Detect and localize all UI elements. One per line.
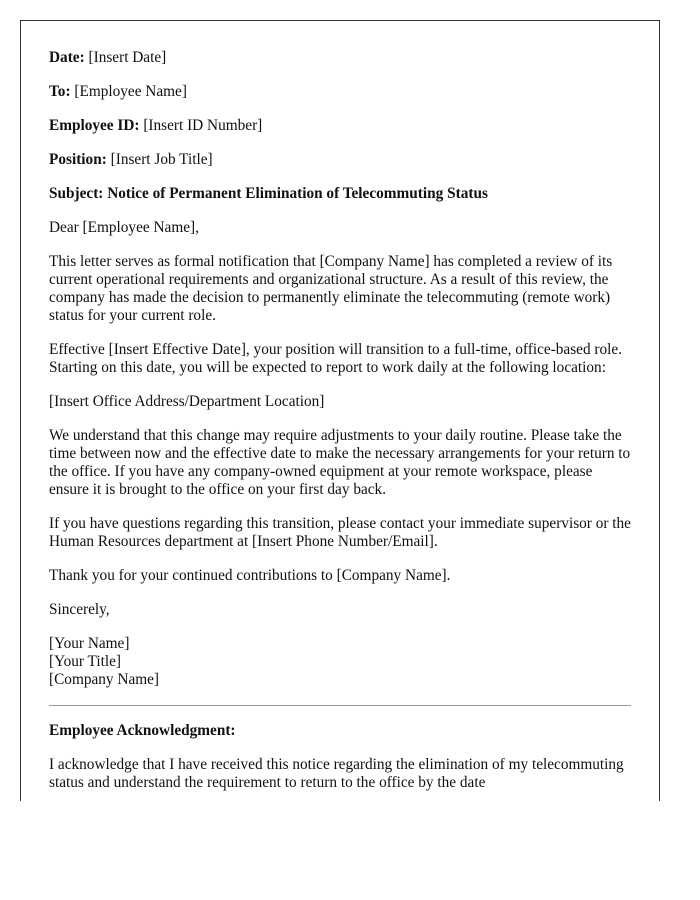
subject-line: Subject: Notice of Permanent Elimination of Telecommuting Status: [49, 185, 488, 202]
position-line: Position: [Insert Job Title]: [49, 151, 213, 168]
employee-id-line: Employee ID: [Insert ID Number]: [49, 117, 263, 134]
acknowledgment-heading: Employee Acknowledgment:: [49, 722, 236, 739]
divider: [49, 705, 631, 706]
closing: Sincerely,: [49, 601, 110, 618]
date-line: Date: [Insert Date]: [49, 49, 167, 66]
acknowledgment-text: I acknowledge that I have received this notice regarding the elimination of my telecommuting status and understand the requirement to return to the office by the date: [49, 756, 624, 791]
signature-name: [Your Name]: [49, 635, 130, 652]
paragraph-3: We understand that this change may require adjustments to your daily routine. Please take the time between now and the effective date to make the necessary arrangements for your return to the office. If you have any company-owned equipment at your remote workspace, please ensure it is brought to the office on your first day back.: [49, 427, 631, 498]
salutation: Dear [Employee Name],: [49, 219, 199, 236]
letter-page: [20, 20, 660, 801]
paragraph-2: Effective [Insert Effective Date], your position will transition to a full-time, office-based role. Starting on this date, you will be expected to report to work daily at the following location:: [49, 341, 623, 376]
signature-title: [Your Title]: [49, 653, 121, 670]
paragraph-4: If you have questions regarding this transition, please contact your immediate supervisor or the Human Resources department at [Insert Phone Number/Email].: [49, 515, 631, 550]
paragraph-1: This letter serves as formal notification that [Company Name] has completed a review of its current operational requirements and organizational structure. As a result of this review, the company has made the decision to permanently eliminate the telecommuting (remote work) status for your current role.: [49, 253, 613, 324]
office-address: [Insert Office Address/Department Location]: [49, 393, 325, 410]
signature-company: [Company Name]: [49, 671, 160, 688]
paragraph-5: Thank you for your continued contributions to [Company Name].: [49, 567, 451, 584]
to-line: To: [Employee Name]: [49, 83, 187, 100]
signature-block: [49, 635, 631, 689]
